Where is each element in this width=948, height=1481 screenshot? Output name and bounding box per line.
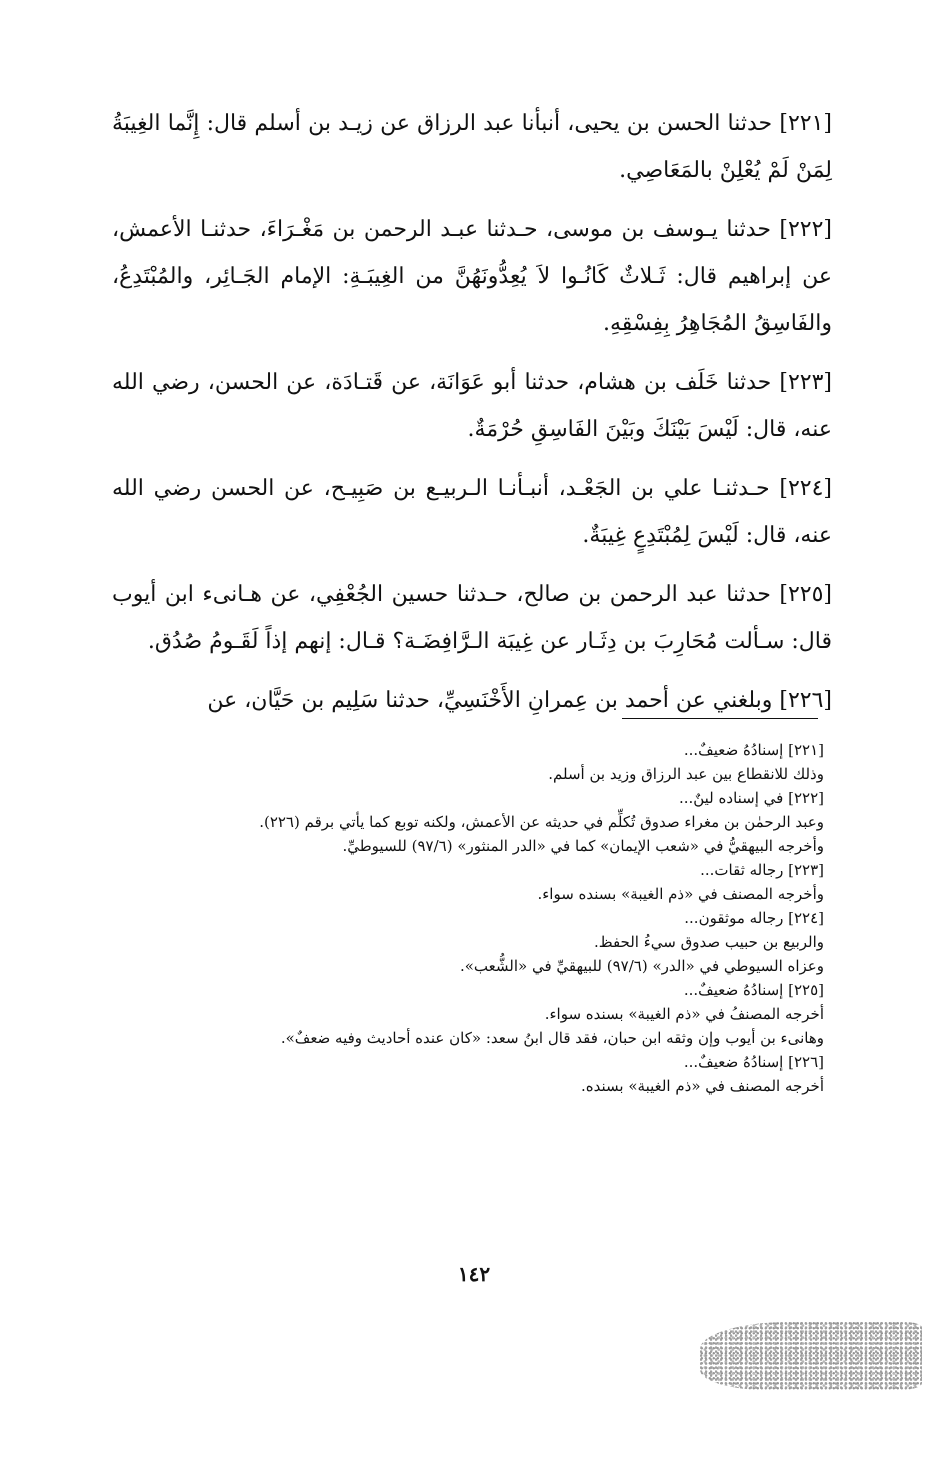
hadith-224: [٢٢٤] حـدثنـا علي بن الجَعْـد، أنبـأنـا الـربيـع بن صَبِيـح، عن الحسن رضي الله عنه، قال: لَيْسَ لِمُبْتَدِعٍ غِيبَةٌ. [112, 476, 832, 548]
footnote-line: وعزاه السيوطي في «الدر» (٩٧/٦) للبيهقيِّ في «الشُّعب». [459, 957, 824, 975]
footnote-line: وأخرجه البيهقيُّ في «شعب الإيمان» كما في «الدر المنثور» (٩٧/٦) للسيوطيِّ. [342, 837, 824, 855]
hadith-221: [٢٢١] حدثنا الحسن بن يحيى، أنبأنا عبد الرزاق عن زيـد بن أسلم قال: إِنَّما الغِيبَةُ لِمَنْ لَمْ يُعْلِنْ بالمَعَاصِي. [112, 111, 832, 183]
hadith-226: [٢٢٦] وبلغني عن أحمد بن عِمرانِ الأَخْنَسِيِّ، حدثنا سَلِيم بن حَيَّان، عن [207, 688, 832, 713]
footnote-line: [٢٢٥] إسنادُهُ ضعيفٌ... [683, 981, 824, 999]
hadith-223: [٢٢٣] حدثنا خَلَف بن هشام، حدثنا أبو عَوَانَة، عن قَتـادَة، عن الحسن، رضي الله عنه، قال: لَيْسَ بَيْنَكَ وبَيْنَ الفَاسِقِ حُرْمَةٌ. [112, 370, 832, 442]
footnotes [112, 738, 824, 1098]
footnote-line: والربيع بن حبيب صدوق سيءُ الحفظ. [593, 933, 824, 951]
footnote-divider [622, 718, 818, 719]
hadith-225: [٢٢٥] حدثنا عبد الرحمن بن صالح، حـدثنا حسين الجُعْفِي، عن هـانىء ابن أيوب قال: سـألت مُحَارِبَ بن دِثَـار عن غِيبَة الـرَّافِضَـة؟ قـال: إنهم إذاً لَقَـومُ صُدُق. [112, 582, 832, 654]
page-number: ١٤٢ [457, 1262, 491, 1286]
footnote-line: [٢٢٦] إسنادُهُ ضعيفٌ... [683, 1053, 824, 1071]
footnote-line: [٢٢٢] في إسناده لينٌ... [678, 789, 824, 807]
hadith-222: [٢٢٢] حدثنا يـوسف بن موسى، حـدثنا عبـد الرحمن بن مَغْـرَاءَ، حدثنـا الأعمش، عن إبراهيم قال: ثَـلاثٌ كَانُـوا لاَ يُعِدُّونَهُنَّ من الغِيبَـةِ: الإمام الجَـائِر، والمُبْتَدِعُ، والفَاسِقُ المُجَاهِرُ بِفِسْقِهِ. [112, 217, 832, 336]
footnote-line: [٢٢٣] رجاله ثقات... [700, 861, 824, 879]
scan-artifact [700, 1322, 922, 1390]
footnote-line: وعبد الرحمٰن بن مغراء صدوق تُكلِّم في حديثه عن الأعمش، ولكنه توبع كما يأتي برقم (٢٢٦). [259, 813, 824, 831]
footnote-line: وذلك للانقطاع بين عبد الرزاق وزيد بن أسلم. [548, 765, 824, 783]
footnote-line: [٢٢٤] رجاله موثقون... [684, 909, 824, 927]
main-text [112, 100, 832, 736]
footnote-line: أخرجه المصنف في «ذم الغيبة» بسنده. [581, 1077, 824, 1095]
footnote-line: أخرجه المصنفُ في «ذم الغيبة» بسنده سواء. [544, 1005, 824, 1023]
footnote-line: وهانىء بن أيوب وإن وثقه ابن حبان، فقد قال ابنُ سعد: «كان عنده أحاديث وفيه ضعفٌ». [280, 1029, 824, 1047]
footnote-line: وأخرجه المصنف في «ذم الغيبة» بسنده سواء. [537, 885, 824, 903]
footnote-line: [٢٢١] إسنادُهُ ضعيفٌ... [683, 741, 824, 759]
